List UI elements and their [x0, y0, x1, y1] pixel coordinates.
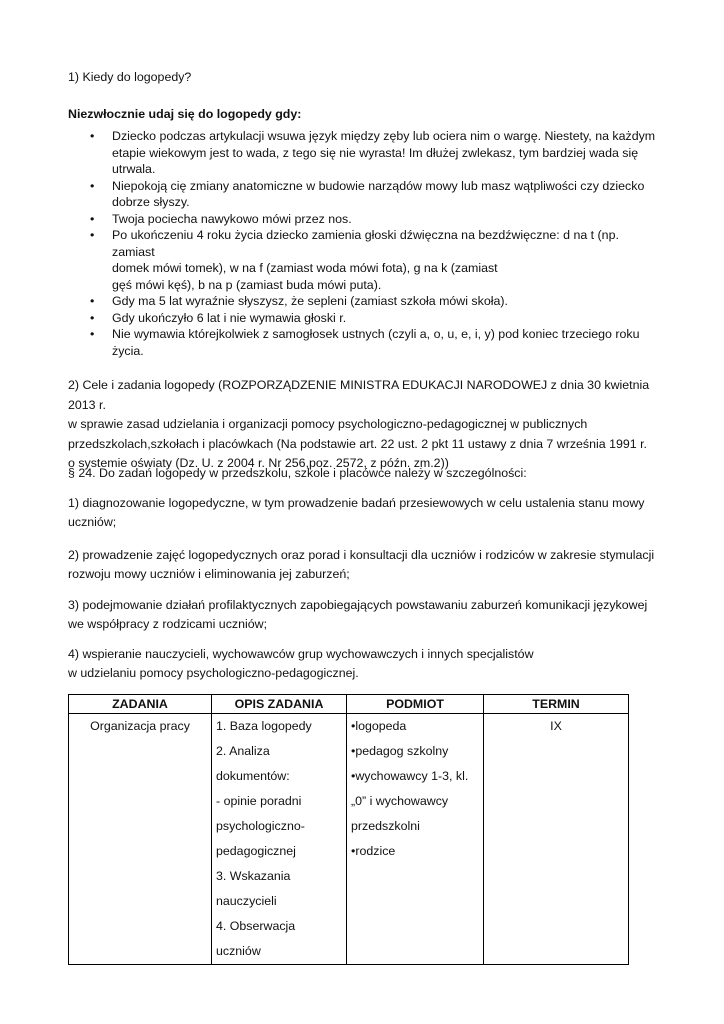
- section-2-line: o systemie oświaty (Dz. U. z 2004 r. Nr 256,poz. 2572, z późn. zm.2)): [68, 456, 449, 470]
- task-item-line: 1) diagnozowanie logopedyczne, w tym prowadzenie badań przesiewowych w celu ustalenia stanu mowy: [68, 496, 645, 510]
- section-2-line: 2) Cele i zadania logopedy (ROZPORZĄDZENIE MINISTRA EDUKACJI NARODOWEJ z dnia 30 kwietnia 2013 r.: [68, 378, 650, 412]
- bullet-line: Gdy ma 5 lat wyraźnie słyszysz, że sepleni (zamiast szkoła mówi skoła).: [112, 294, 508, 308]
- bullet-line: Nie wymawia którejkolwiek z samogłosek ustnych (czyli a, o, u, e, i, y) pod koniec trzeciego roku: [112, 327, 640, 341]
- opis-line: 3. Wskazania: [216, 869, 291, 883]
- opis-line: nauczycieli: [216, 894, 277, 908]
- header-termin: TERMIN: [484, 695, 629, 714]
- opis-line: psychologiczno-: [216, 819, 305, 833]
- bullet-item: [68, 211, 658, 228]
- task-item: [68, 546, 658, 584]
- bullet-line: dobrze słyszy.: [112, 195, 190, 209]
- bullet-line: etapie wiekowym jest to wada, z tego się nie wyrasta! Im dłużej zwlekasz, tym bardziej wada się: [112, 145, 639, 160]
- tasks-table: [68, 694, 629, 965]
- bullet-line: utrwala.: [112, 162, 156, 176]
- subheading: Niezwłocznie udaj się do logopedy gdy:: [68, 107, 302, 121]
- cell-opis: [212, 714, 347, 965]
- podmiot-line: •logopeda: [351, 719, 407, 733]
- bullet-dot-icon: •: [90, 294, 95, 308]
- bullet-line: Gdy ukończyło 6 lat i nie wymawia głoski r.: [112, 310, 347, 325]
- opis-line: 1. Baza logopedy: [216, 719, 312, 733]
- table-row: [69, 714, 629, 965]
- opis-line: uczniów: [216, 944, 261, 958]
- bullet-item: [68, 293, 658, 310]
- header-opis: OPIS ZADANIA: [212, 695, 347, 714]
- opis-line: 4. Obserwacja: [216, 919, 296, 933]
- task-item-line: rozwoju mowy uczniów i eliminowania jej zaburzeń;: [68, 567, 350, 581]
- bullet-dot-icon: •: [90, 228, 95, 242]
- task-item-line: we współpracy z rodzicami uczniów;: [68, 617, 268, 631]
- bullet-line: Niepokoją cię zmiany anatomiczne w budowie narządów mowy lub masz wątpliwości czy dziecko: [112, 178, 645, 193]
- section-2-line: w sprawie zasad udzielania i organizacji pomocy psychologiczno-pedagogicznej w publicznych: [68, 417, 588, 431]
- bullet-dot-icon: •: [90, 211, 95, 226]
- bullet-dot-icon: •: [90, 310, 95, 325]
- header-zadania: ZADANIA: [69, 695, 212, 714]
- bullet-dot-icon: •: [90, 327, 95, 341]
- opis-line: dokumentów:: [216, 769, 290, 783]
- bullet-list: [68, 128, 658, 359]
- cell-zadania: Organizacja pracy: [69, 714, 212, 965]
- task-item-line: 4) wspieranie nauczycieli, wychowawców grup wychowawczych i innych specjalistów: [68, 647, 534, 661]
- bullet-line: Dziecko podczas artykulacji wsuwa język między zęby lub ociera nim o wargę. Niestety, na każdym: [112, 129, 656, 143]
- section-2-line: przedszkolach,szkołach i placówkach (Na podstawie art. 22 ust. 2 pkt 11 ustawy z dnia 7 września 1991 r.: [68, 436, 647, 451]
- bullet-dot-icon: •: [90, 178, 95, 193]
- task-item-line: 2) prowadzenie zajęć logopedycznych oraz porad i konsultacji dla uczniów i rodziców w zakresie stymulacji: [68, 548, 655, 562]
- bullet-line: Twoja pociecha nawykowo mówi przez nos.: [112, 211, 352, 226]
- bullet-item: [68, 227, 658, 293]
- task-item: [68, 494, 658, 532]
- task-item-line: 3) podejmowanie działań profilaktycznych zapobiegających powstawaniu zaburzeń komunikacji językowej: [68, 598, 648, 612]
- podmiot-line: przedszkolni: [351, 819, 420, 833]
- bullet-item: [68, 310, 658, 327]
- bullet-item: [68, 178, 658, 211]
- task-item-line: w udzielaniu pomocy psychologiczno-pedagogicznej.: [68, 666, 359, 680]
- podmiot-line: •rodzice: [351, 844, 396, 858]
- bullet-item: [68, 326, 658, 359]
- table-header-row: [69, 695, 629, 714]
- task-item-line: uczniów;: [68, 515, 117, 529]
- bullet-line: życia.: [112, 343, 144, 358]
- bullet-line: domek mówi tomek), w na f (zamiast woda mówi fota), g na k (zamiast: [112, 261, 498, 275]
- opis-line: 2. Analiza: [216, 744, 270, 758]
- bullet-dot-icon: •: [90, 129, 95, 143]
- bullet-line: Po ukończeniu 4 roku życia dziecko zamienia głoski dźwięczna na bezdźwięczne: d na t (np. zamiast: [112, 228, 619, 259]
- cell-termin: IX: [484, 714, 629, 965]
- opis-line: - opinie poradni: [216, 794, 302, 808]
- task-item: [68, 596, 658, 634]
- task-item: [68, 645, 658, 683]
- bullet-line: gęś mówi kęś), b na p (zamiast buda mówi puta).: [112, 277, 382, 292]
- section-2-intro: [68, 376, 658, 474]
- podmiot-line: •wychowawcy 1-3, kl.: [351, 769, 469, 783]
- paragraph-24: § 24. Do zadań logopedy w przedszkolu, szkole i placówce należy w szczególności:: [68, 466, 527, 480]
- question-heading: 1) Kiedy do logopedy?: [68, 70, 192, 84]
- cell-podmiot: [347, 714, 484, 965]
- header-podmiot: PODMIOT: [347, 695, 484, 714]
- bullet-item: [68, 128, 658, 178]
- podmiot-line: •pedagog szkolny: [351, 744, 449, 758]
- podmiot-line: „0” i wychowawcy: [351, 794, 449, 808]
- opis-line: pedagogicznej: [216, 844, 296, 858]
